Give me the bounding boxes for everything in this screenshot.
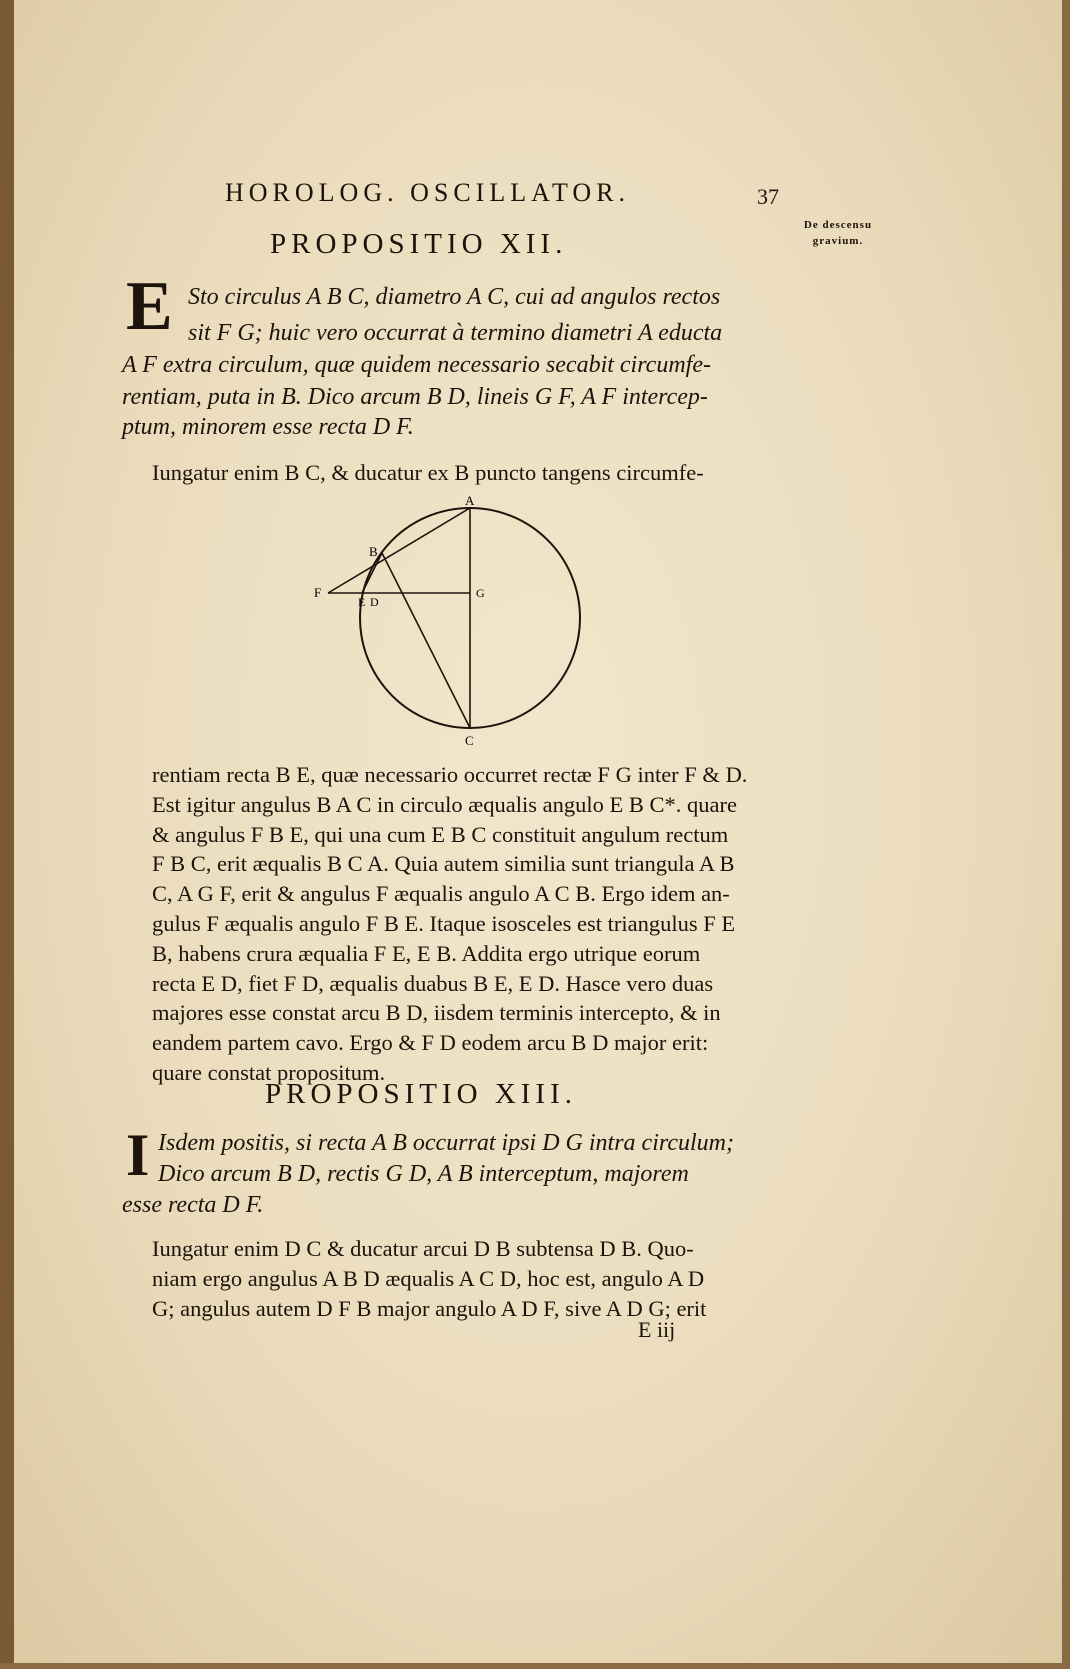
printer-signature: E iij xyxy=(638,1317,676,1342)
proof-line: G; angulus autem D F B major angulo A D F, sive A D G; erit xyxy=(152,1295,707,1321)
proof-line: Est igitur angulus B A C in circulo æqualis angulo E B C*. quare xyxy=(152,791,737,817)
proposition-13-heading: PROPOSITIO XIII. xyxy=(265,1078,577,1110)
running-head: HOROLOG. OSCILLATOR. xyxy=(225,178,631,207)
enunciation-line: Sto circulus A B C, diametro A C, cui ad angulos rectos xyxy=(188,284,721,310)
drop-cap-i: I xyxy=(126,1122,150,1188)
page-number: 37 xyxy=(757,184,779,209)
enunciation-line: rentiam, puta in B. Dico arcum B D, lineis G F, A F intercep- xyxy=(122,384,708,410)
enunciation-line: sit F G; huic vero occurrat à termino diametri A educta xyxy=(188,320,723,346)
margin-note-line: gravium. xyxy=(812,235,864,247)
proof-line: & angulus F B E, qui una cum E B C constituit angulum rectum xyxy=(152,821,729,847)
proof-line: C, A G F, erit & angulus F æqualis angulo A C B. Ergo idem an- xyxy=(152,881,730,907)
proposition-12-heading: PROPOSITIO XII. xyxy=(270,228,568,260)
enunciation-line: Dico arcum B D, rectis G D, A B interceptum, majorem xyxy=(158,1161,689,1187)
enunciation-line: ptum, minorem esse recta D F. xyxy=(122,414,414,440)
label-c: C xyxy=(465,733,474,745)
enunciation-line: Isdem positis, si recta A B occurrat ipsi D G intra circulum; xyxy=(158,1130,734,1156)
label-f: F xyxy=(314,585,322,600)
enunciation-line: A F extra circulum, quæ quidem necessario secabit circumfe- xyxy=(122,352,711,378)
proof-line: recta E D, fiet F D, æqualis duabus B E, E D. Hasce vero duas xyxy=(152,970,714,996)
drop-cap-e: E xyxy=(126,268,173,345)
proof-line: Iungatur enim B C, & ducatur ex B puncto tangens circumfe- xyxy=(152,460,704,485)
label-g: G xyxy=(476,586,485,600)
proof-line: gulus F æqualis angulo F B E. Itaque isosceles est triangulus F E xyxy=(152,910,736,936)
proposition-13-proof xyxy=(152,1234,706,1323)
line-bc xyxy=(382,553,470,728)
line-af xyxy=(328,508,470,593)
enunciation-line: esse recta D F. xyxy=(122,1192,264,1218)
label-b: B xyxy=(369,544,378,559)
proof-line: F B C, erit æqualis B C A. Quia autem similia sunt triangula A B xyxy=(152,851,735,877)
margin-note xyxy=(780,217,896,249)
proof-intro xyxy=(152,458,704,488)
proof-line: quare constat propositum. xyxy=(152,1059,386,1085)
label-e: E xyxy=(358,595,366,609)
tangent-be xyxy=(362,553,382,593)
proof-line: Iungatur enim D C & ducatur arcui D B subtensa D B. Quo- xyxy=(152,1236,694,1261)
page-bottom-edge xyxy=(0,1663,1070,1669)
proof-line: B, habens crura æqualia F E, E B. Addita ergo utrique eorum xyxy=(152,940,701,966)
proposition-12-proof xyxy=(152,760,747,1088)
proof-line: niam ergo angulus A B D æqualis A C D, hoc est, angulo A D xyxy=(152,1265,705,1291)
geometric-diagram xyxy=(300,495,600,745)
page-right-edge xyxy=(1062,0,1070,1669)
margin-note-line: De descensu xyxy=(803,219,873,231)
label-d: D xyxy=(370,595,379,609)
proof-line: majores esse constat arcu B D, iisdem terminis intercepto, & in xyxy=(152,1000,721,1026)
proof-line: rentiam recta B E, quæ necessario occurret rectæ F G inter F & D. xyxy=(152,762,748,787)
label-a: A xyxy=(465,495,475,508)
proof-line: eandem partem cavo. Ergo & F D eodem arcu B D major erit: xyxy=(152,1030,709,1056)
page-left-edge xyxy=(0,0,14,1669)
